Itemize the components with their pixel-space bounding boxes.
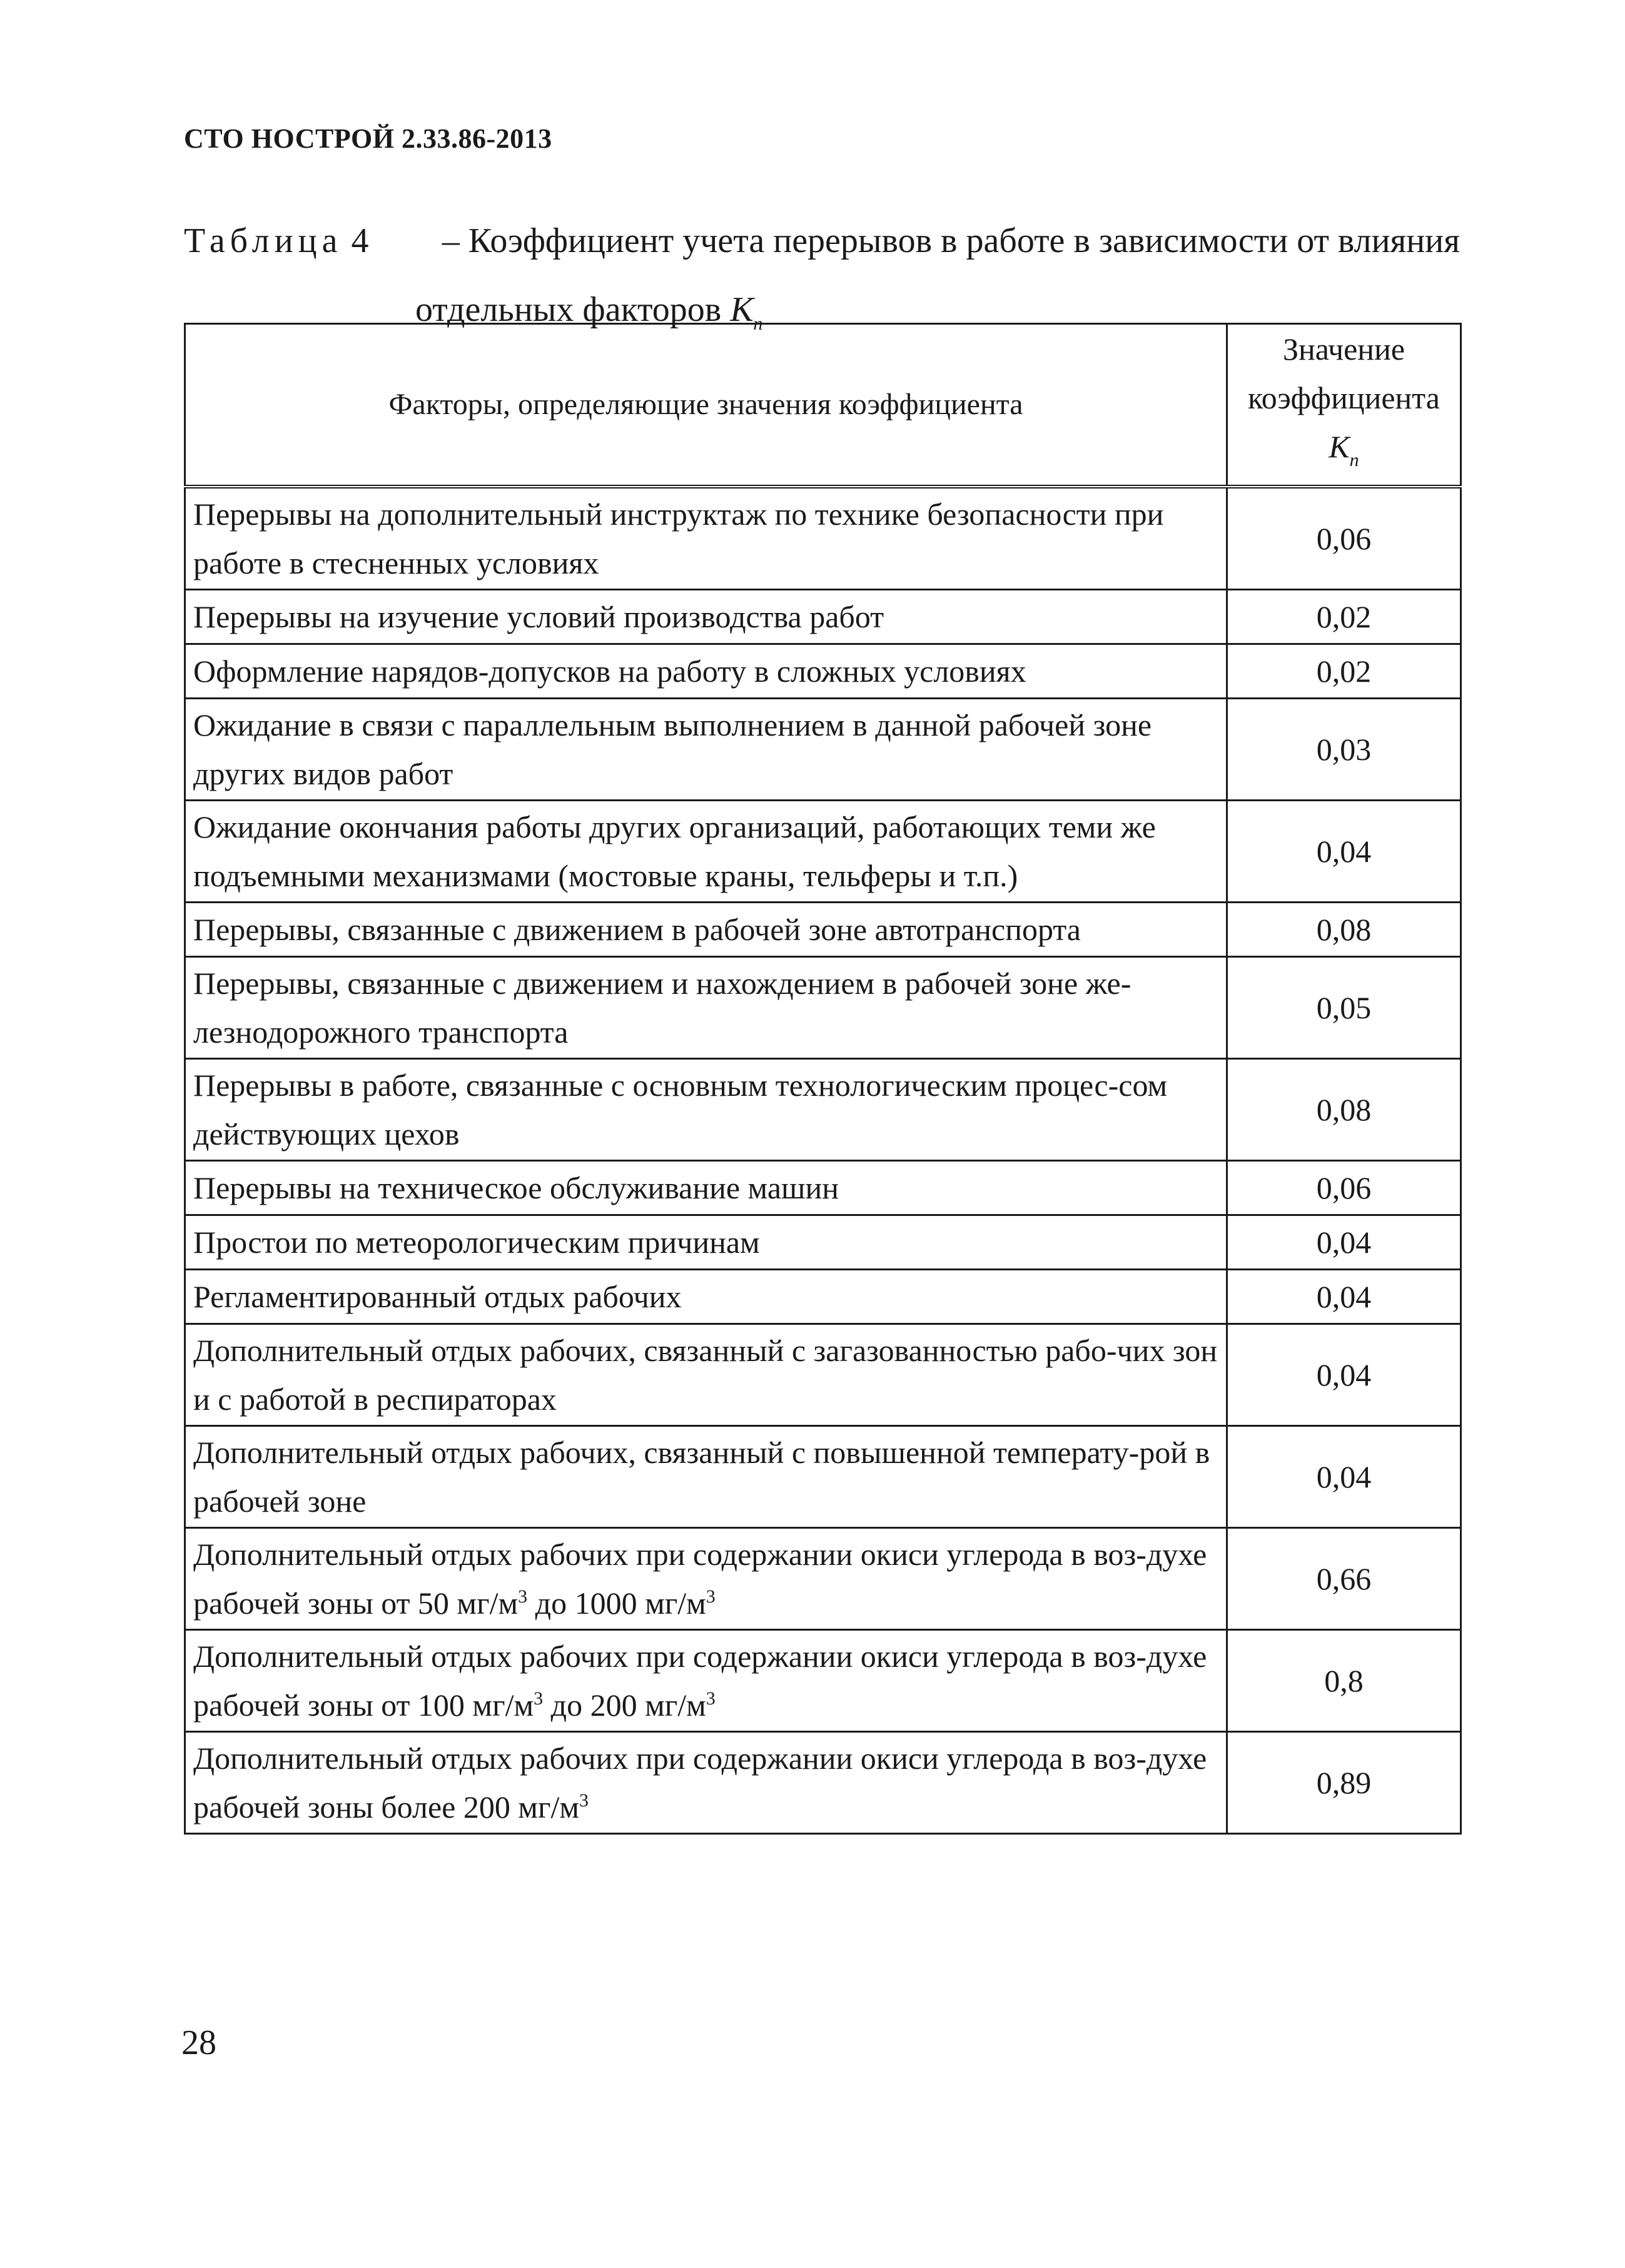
table-header-row <box>185 324 1461 487</box>
unit-superscript: 3 <box>518 1586 528 1607</box>
caption-text: – Коэффициент учета перерывов в работе в зависимости от влияния <box>442 221 1460 260</box>
unit-superscript: 3 <box>534 1688 544 1709</box>
value-cell: 0,06 <box>1227 487 1461 590</box>
factor-cell: Дополнительный отдых рабочих, связанный с загазованностью рабо-чих зон и с работой в респираторах <box>185 1324 1227 1426</box>
header-value <box>1227 324 1461 487</box>
factor-text-continued: до 1000 мг/м <box>527 1586 706 1621</box>
factor-cell: Ожидание окончания работы других организаций, работающих теми же подъемными механизмами (мостовые краны, тельферы и т.п.) <box>185 801 1227 903</box>
header-value-symbol: К <box>1329 429 1350 464</box>
table-row <box>185 957 1461 1059</box>
factor-cell: Перерывы в работе, связанные с основным технологическим процес-сом действующих цехов <box>185 1059 1227 1161</box>
value-cell: 0,04 <box>1227 1426 1461 1528</box>
table-row <box>185 699 1461 801</box>
factor-cell: Перерывы, связанные с движением в рабочей зоне автотранспорта <box>185 903 1227 957</box>
factor-cell: Оформление нарядов-допусков на работу в сложных условиях <box>185 644 1227 699</box>
table-row <box>185 1270 1461 1324</box>
table-row <box>185 1426 1461 1528</box>
value-cell: 0,03 <box>1227 699 1461 801</box>
value-cell: 0,02 <box>1227 590 1461 644</box>
value-cell: 0,08 <box>1227 1059 1461 1161</box>
value-cell: 0,8 <box>1227 1630 1461 1732</box>
header-factor: Факторы, определяющие значения коэффициента <box>185 324 1227 487</box>
table-row <box>185 801 1461 903</box>
value-cell: 0,04 <box>1227 1324 1461 1426</box>
factor-cell: Перерывы на дополнительный инструктаж по технике безопасности при работе в стесненных условиях <box>185 487 1227 590</box>
caption-label <box>184 206 369 275</box>
caption-line-1 <box>184 206 1460 275</box>
value-cell: 0,04 <box>1227 1215 1461 1270</box>
caption-number: 4 <box>351 221 369 260</box>
caption-text-line2: отдельных факторов <box>415 290 722 329</box>
factor-cell: Перерывы на изучение условий производства работ <box>185 590 1227 644</box>
table-row <box>185 1528 1461 1630</box>
value-cell: 0,04 <box>1227 1270 1461 1324</box>
value-cell: 0,89 <box>1227 1732 1461 1834</box>
table-row <box>185 1732 1461 1834</box>
table-row <box>185 644 1461 699</box>
value-cell: 0,06 <box>1227 1161 1461 1215</box>
table-row <box>185 1324 1461 1426</box>
header-value-symbol-subscript: п <box>1349 450 1359 470</box>
value-cell: 0,66 <box>1227 1528 1461 1630</box>
header-value-symbol-line <box>1235 422 1452 485</box>
value-cell: 0,08 <box>1227 903 1461 957</box>
factor-cell: Перерывы, связанные с движением и нахождением в рабочей зоне же-лезнодорожного транспорта <box>185 957 1227 1059</box>
coefficient-table-container <box>184 323 1460 1835</box>
factor-text: Дополнительный отдых рабочих при содержании окиси углерода в воз-духе рабочей зоны более 200 мг/м <box>193 1741 1207 1825</box>
document-header: СТО НОСТРОЙ 2.33.86-2013 <box>184 123 552 154</box>
table-row <box>185 590 1461 644</box>
unit-superscript: 3 <box>579 1790 589 1811</box>
table-row <box>185 1630 1461 1732</box>
page-number: 28 <box>181 2023 216 2062</box>
factor-text: Дополнительный отдых рабочих при содержании окиси углерода в воз-духе рабочей зоны от 100 мг/м <box>193 1639 1207 1723</box>
unit-superscript: 3 <box>706 1586 716 1607</box>
factor-cell: Ожидание в связи с параллельным выполнением в данной рабочей зоне других видов работ <box>185 699 1227 801</box>
table-row <box>185 1215 1461 1270</box>
value-cell: 0,04 <box>1227 801 1461 903</box>
factor-cell <box>185 1732 1227 1834</box>
header-value-line1: Значение <box>1282 332 1405 367</box>
caption-symbol: К <box>730 290 754 329</box>
caption-prefix: Таблица <box>184 221 343 260</box>
factor-cell: Перерывы на техническое обслуживание машин <box>185 1161 1227 1215</box>
table-row <box>185 487 1461 590</box>
table-row <box>185 903 1461 957</box>
factor-cell: Простои по метеорологическим причинам <box>185 1215 1227 1270</box>
coefficient-table <box>184 323 1462 1835</box>
factor-text-continued: до 200 мг/м <box>543 1688 706 1723</box>
factor-text: Дополнительный отдых рабочих при содержании окиси углерода в воз-духе рабочей зоны от 50 мг/м <box>193 1537 1207 1621</box>
value-cell: 0,05 <box>1227 957 1461 1059</box>
table-row <box>185 1161 1461 1215</box>
factor-cell: Регламентированный отдых рабочих <box>185 1270 1227 1324</box>
caption-symbol-subscript: п <box>753 313 763 334</box>
header-value-line2: коэффициента <box>1248 380 1440 415</box>
value-cell: 0,02 <box>1227 644 1461 699</box>
factor-cell <box>185 1528 1227 1630</box>
table-row <box>185 1059 1461 1161</box>
factor-cell: Дополнительный отдых рабочих, связанный с повышенной температу-рой в рабочей зоне <box>185 1426 1227 1528</box>
unit-superscript: 3 <box>706 1688 716 1709</box>
factor-cell <box>185 1630 1227 1732</box>
